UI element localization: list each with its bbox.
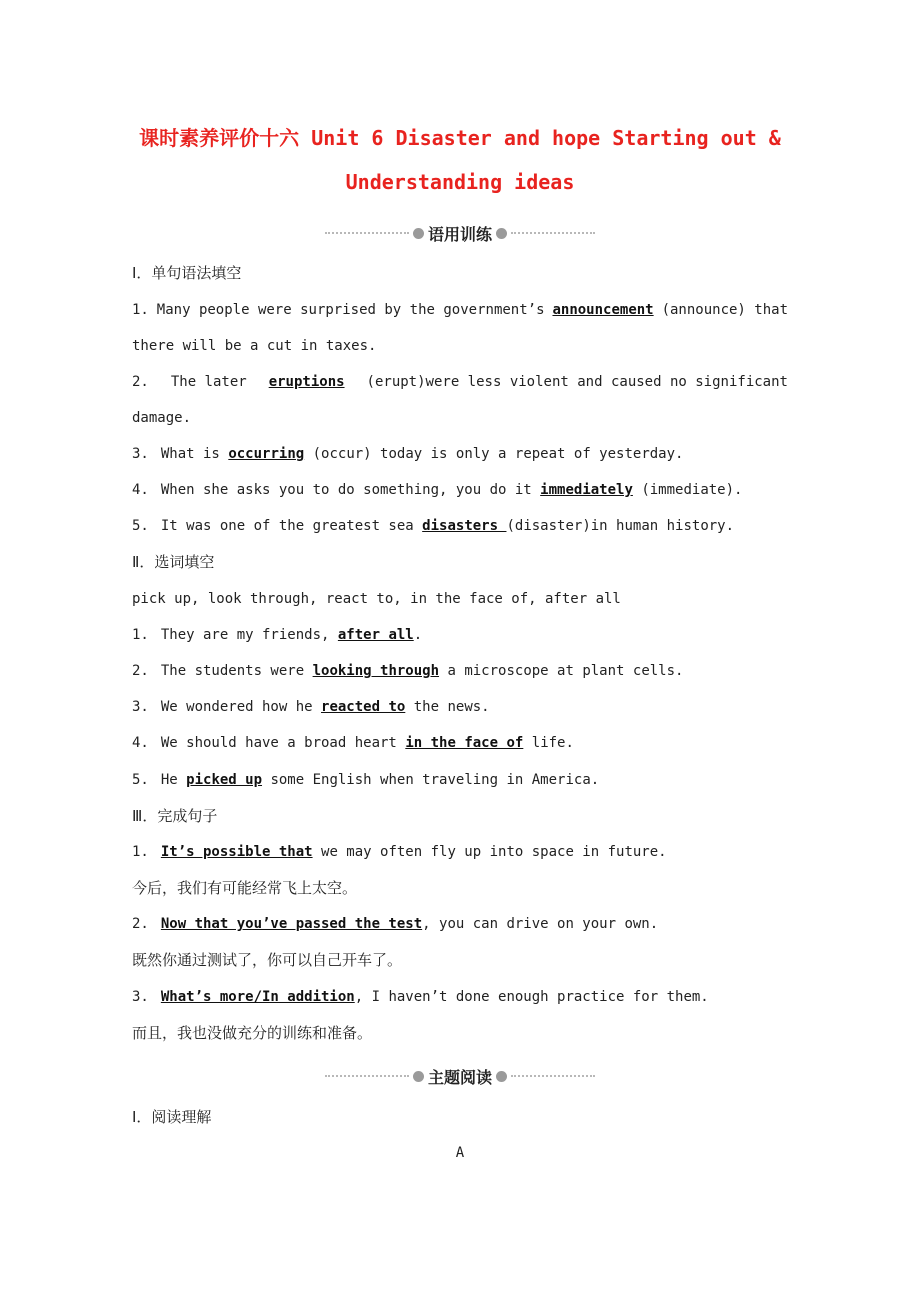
answer-blank: It’s possible that bbox=[160, 844, 313, 860]
bullet-dot-icon bbox=[496, 228, 507, 239]
part2-q1 bbox=[132, 625, 422, 645]
part3-q1-translation: 今后，我们有可能经常飞上太空。 bbox=[132, 879, 358, 897]
question-text: , I haven’t done enough practice for them. bbox=[354, 989, 709, 1005]
answer-blank: occurring bbox=[228, 446, 305, 462]
bullet-dot-icon bbox=[496, 1071, 507, 1082]
part3-q3-translation: 而且，我也没做充分的训练和准备。 bbox=[132, 1024, 373, 1042]
part3-q3 bbox=[132, 987, 709, 1007]
dotted-rule-left bbox=[325, 1075, 409, 1077]
question-text: (disaster)in human history. bbox=[506, 518, 735, 534]
reading-heading: Ⅰ．阅读理解 bbox=[132, 1108, 212, 1126]
answer-blank: eruptions bbox=[268, 374, 345, 390]
question-text: It was one of the greatest sea bbox=[160, 518, 414, 534]
answer-blank: looking through bbox=[312, 663, 440, 679]
part1-q2-continued: damage. bbox=[132, 410, 192, 426]
question-number: 2. bbox=[132, 663, 149, 679]
question-number: 3. bbox=[132, 699, 149, 715]
part3-q2 bbox=[132, 914, 658, 934]
section-header-theme-reading bbox=[0, 1064, 920, 1088]
answer-blank: What’s more/In addition bbox=[160, 989, 355, 1005]
part2-q5 bbox=[132, 770, 599, 790]
question-text: (announce) that bbox=[661, 302, 788, 318]
part1-q4 bbox=[132, 480, 742, 500]
answer-blank: disasters bbox=[422, 518, 507, 534]
part1-heading: Ⅰ．单句语法填空 bbox=[132, 264, 242, 282]
bullet-dot-icon bbox=[413, 228, 424, 239]
answer-blank: Now that you’ve passed the test bbox=[160, 916, 423, 932]
part1-q1-continued: there will be a cut in taxes. bbox=[132, 338, 377, 354]
question-text: The later bbox=[170, 374, 247, 390]
question-text: We wondered how he bbox=[160, 699, 313, 715]
answer-blank: reacted to bbox=[321, 699, 406, 715]
question-text: some English when traveling in America. bbox=[270, 772, 600, 788]
part3-q1 bbox=[132, 842, 667, 862]
section-title: 主题阅读 bbox=[427, 1067, 492, 1087]
answer-blank: immediately bbox=[540, 482, 633, 498]
word-bank: pick up, look through, react to, in the face of, after all bbox=[132, 591, 621, 607]
question-text: the news. bbox=[413, 699, 490, 715]
question-text: We should have a broad heart bbox=[160, 735, 397, 751]
answer-blank: picked up bbox=[186, 772, 263, 788]
passage-label: A bbox=[455, 1145, 465, 1161]
part1-q5 bbox=[132, 516, 734, 536]
question-text: life. bbox=[531, 735, 574, 751]
question-number: 4. bbox=[132, 735, 149, 751]
question-text: we may often fly up into space in future. bbox=[321, 844, 667, 860]
question-number: 3. bbox=[132, 446, 149, 462]
dotted-rule-left bbox=[325, 232, 409, 234]
answer-blank: announcement bbox=[552, 302, 654, 318]
answer-blank: after all bbox=[337, 627, 414, 643]
question-number: 5. bbox=[132, 772, 149, 788]
question-number: 1. bbox=[132, 844, 149, 860]
part1-q3 bbox=[132, 444, 683, 464]
question-number: 4. bbox=[132, 482, 149, 498]
part2-q4 bbox=[132, 733, 574, 753]
section-header-language-training bbox=[0, 221, 920, 245]
answer-blank: in the face of bbox=[405, 735, 524, 751]
bullet-dot-icon bbox=[413, 1071, 424, 1082]
part1-q1 bbox=[132, 300, 788, 320]
question-number: 1. bbox=[132, 627, 149, 643]
part3-q2-translation: 既然你通过测试了，你可以自己开车了。 bbox=[132, 951, 403, 969]
question-text: , you can drive on your own. bbox=[422, 916, 659, 932]
part2-q3 bbox=[132, 697, 490, 717]
part1-q2 bbox=[132, 372, 788, 392]
section-title: 语用训练 bbox=[427, 224, 492, 244]
question-number: 3. bbox=[132, 989, 149, 1005]
question-text: They are my friends, bbox=[160, 627, 330, 643]
question-number: 1. bbox=[132, 302, 149, 318]
question-text: He bbox=[160, 772, 178, 788]
question-number: 2. bbox=[132, 374, 149, 390]
document-title-line2: Understanding ideas bbox=[345, 170, 575, 194]
question-text: (immediate). bbox=[641, 482, 743, 498]
question-number: 2. bbox=[132, 916, 149, 932]
document-title-line1: 课时素养评价十六 Unit 6 Disaster and hope Starting out & bbox=[139, 126, 781, 150]
question-text: What is bbox=[160, 446, 220, 462]
dotted-rule-right bbox=[511, 232, 595, 234]
part3-heading: Ⅲ．完成句子 bbox=[132, 807, 218, 825]
question-text: (occur) today is only a repeat of yesterday. bbox=[312, 446, 684, 462]
question-number: 5. bbox=[132, 518, 149, 534]
question-text: The students were bbox=[160, 663, 305, 679]
dotted-rule-right bbox=[511, 1075, 595, 1077]
question-text: When she asks you to do something, you do it bbox=[160, 482, 532, 498]
part2-q2 bbox=[132, 661, 683, 681]
question-text: Many people were surprised by the government’s bbox=[156, 302, 545, 318]
question-text: . bbox=[413, 627, 423, 643]
question-text: (erupt)were less violent and caused no significant bbox=[366, 374, 788, 390]
part2-heading: Ⅱ．选词填空 bbox=[132, 553, 215, 571]
question-text: a microscope at plant cells. bbox=[447, 663, 684, 679]
